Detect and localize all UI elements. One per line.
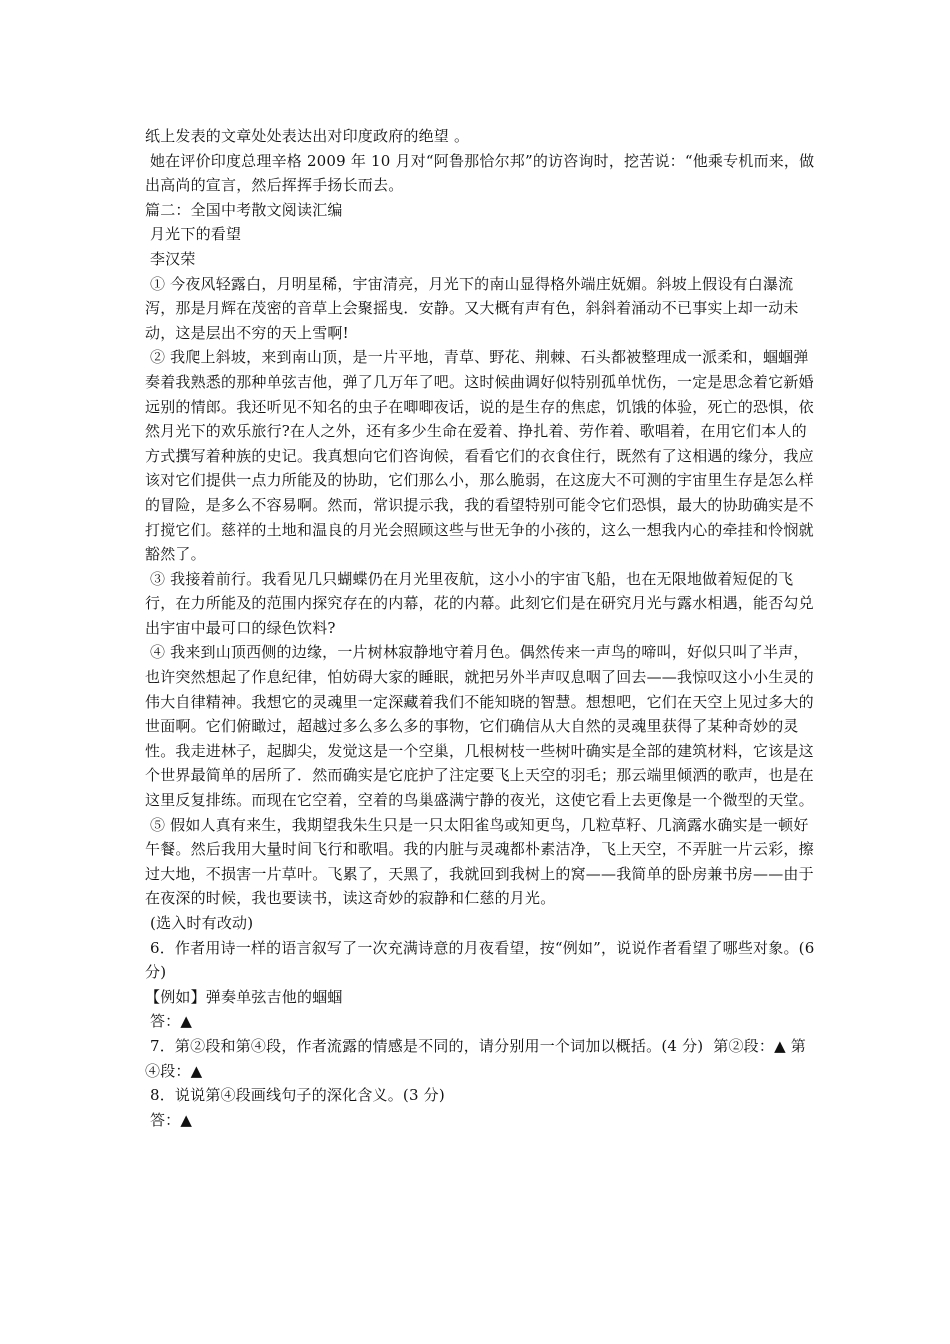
- question-7: 7．第②段和第④段，作者流露的情感是不同的，请分别用一个词加以概括。(4 分) 第②段：▲ 第④段：▲: [145, 1036, 806, 1080]
- question-6-example: 【例如】弹奏单弦吉他的蝈蝈: [145, 987, 343, 1006]
- question-6-answer: 答：▲: [145, 1012, 193, 1031]
- essay-paragraph-5: ⑤ 假如人真有来生，我期望我朱生只是一只太阳雀鸟或知更鸟，几粒草籽、几滴露水确实是一顿好午餐。然后我用大量时间飞行和歌唱。我的内脏与灵魂都朴素洁净，飞上天空，不弄脏一片云彩，擦过大地，不损害一片草叶。飞累了，天黑了，我就回到我树上的窝——我简单的卧房兼书房——由于在夜深的时候，我也要读书，读这奇妙的寂静和仁慈的月光。: [145, 815, 814, 908]
- essay-title: 月光下的看望: [145, 225, 242, 244]
- essay-author: 李汉荣: [145, 249, 196, 268]
- essay-paragraph-2: ② 我爬上斜坡，来到南山顶，是一片平地，青草、野花、荆棘、石头都被整理成一派柔和，蝈蝈弹奏着我熟悉的那种单弦吉他，弹了几万年了吧。这时候曲调好似特别孤单忧伤，一定是思念着它新婚远别的情郎。我还听见不知名的虫子在唧唧夜话，说的是生存的焦虑，饥饿的体验，死亡的恐惧，依然月光下的欢乐旅行?在人之外，还有多少生命在爱着、挣扎着、劳作着、歌唱着，在用它们本人的方式撰写着种族的史记。我真想向它们咨询候，看看它们的衣食住行，既然有了这相遇的缘分，我应该对它们提供一点力所能及的协助，它们那么小，那么脆弱，在这庞大不可测的宇宙里生存是怎么样的冒险，是多么不容易啊。然而，常识提示我，我的看望特别可能令它们恐惧，最大的协助确实是不打搅它们。慈祥的土地和温良的月光会照顾这些与世无争的小孩的，这么一想我内心的牵挂和怜悯就豁然了。: [145, 348, 814, 564]
- essay-paragraph-1: ① 今夜风轻露白，月明星稀，宇宙清亮，月光下的南山显得格外端庄妩媚。斜坡上假设有白瀑流泻，那是月辉在茂密的音草上会聚摇曳．安静。又大概有声有色，斜斜着涌动不已事实上却一动未动，这是层出不穷的天上雪啊!: [145, 274, 799, 342]
- document-page: [145, 124, 820, 1132]
- intro-line: 纸上发表的文章处处表达出对印度政府的绝望 。: [145, 127, 470, 145]
- source-note: (选入时有改动): [145, 914, 254, 932]
- section-title: 篇二：全国中考散文阅读汇编: [145, 200, 343, 219]
- question-6: 6．作者用诗一样的语言叙写了一次充满诗意的月夜看望，按“例如”，说说作者看望了哪些对象。(6 分): [145, 938, 820, 982]
- intro-paragraph: 她在评价印度总理辛格 2009 年 10 月对“阿鲁那恰尔邦”的访咨询时，挖苦说：“他乘专机而来，做出高尚的宣言，然后挥挥手扬长而去。: [145, 151, 815, 195]
- essay-paragraph-3: ③ 我接着前行。我看见几只蝴蝶仍在月光里夜航，这小小的宇宙飞船，也在无限地做着短促的飞行，在力所能及的范围内探究存在的内幕，花的内幕。此刻它们是在研究月光与露水相遇，能否勾兑出宇宙中最可口的绿色饮料?: [145, 569, 814, 637]
- question-8-answer: 答：▲: [145, 1110, 193, 1129]
- question-8: 8．说说第④段画线句子的深化含义。(3 分): [145, 1086, 445, 1105]
- essay-paragraph-4: ④ 我来到山顶西侧的边缘，一片树林寂静地守着月色。偶然传来一声鸟的啼叫，好似只叫了半声，也许突然想起了作息纪律，怕妨碍大家的睡眠，就把另外半声叹息咽了回去——我惊叹这小小生灵的伟大自律精神。我想它的灵魂里一定深藏着我们不能知晓的智慧。想想吧，它们在天空上见过多大的世面啊。它们俯瞰过，超越过多么多么多的事物，它们确信从大自然的灵魂里获得了某种奇妙的灵性。我走进林子，起脚尖，发觉这是一个空巢，几根树枝一些树叶确实是全部的建筑材料，它该是这个世界最简单的居所了．然而确实是它庇护了注定要飞上天空的羽毛；那云端里倾洒的歌声，也是在这里反复排练。而现在它空着，空着的鸟巢盛满宁静的夜光，这使它看上去更像是一个微型的天堂。: [145, 643, 814, 810]
